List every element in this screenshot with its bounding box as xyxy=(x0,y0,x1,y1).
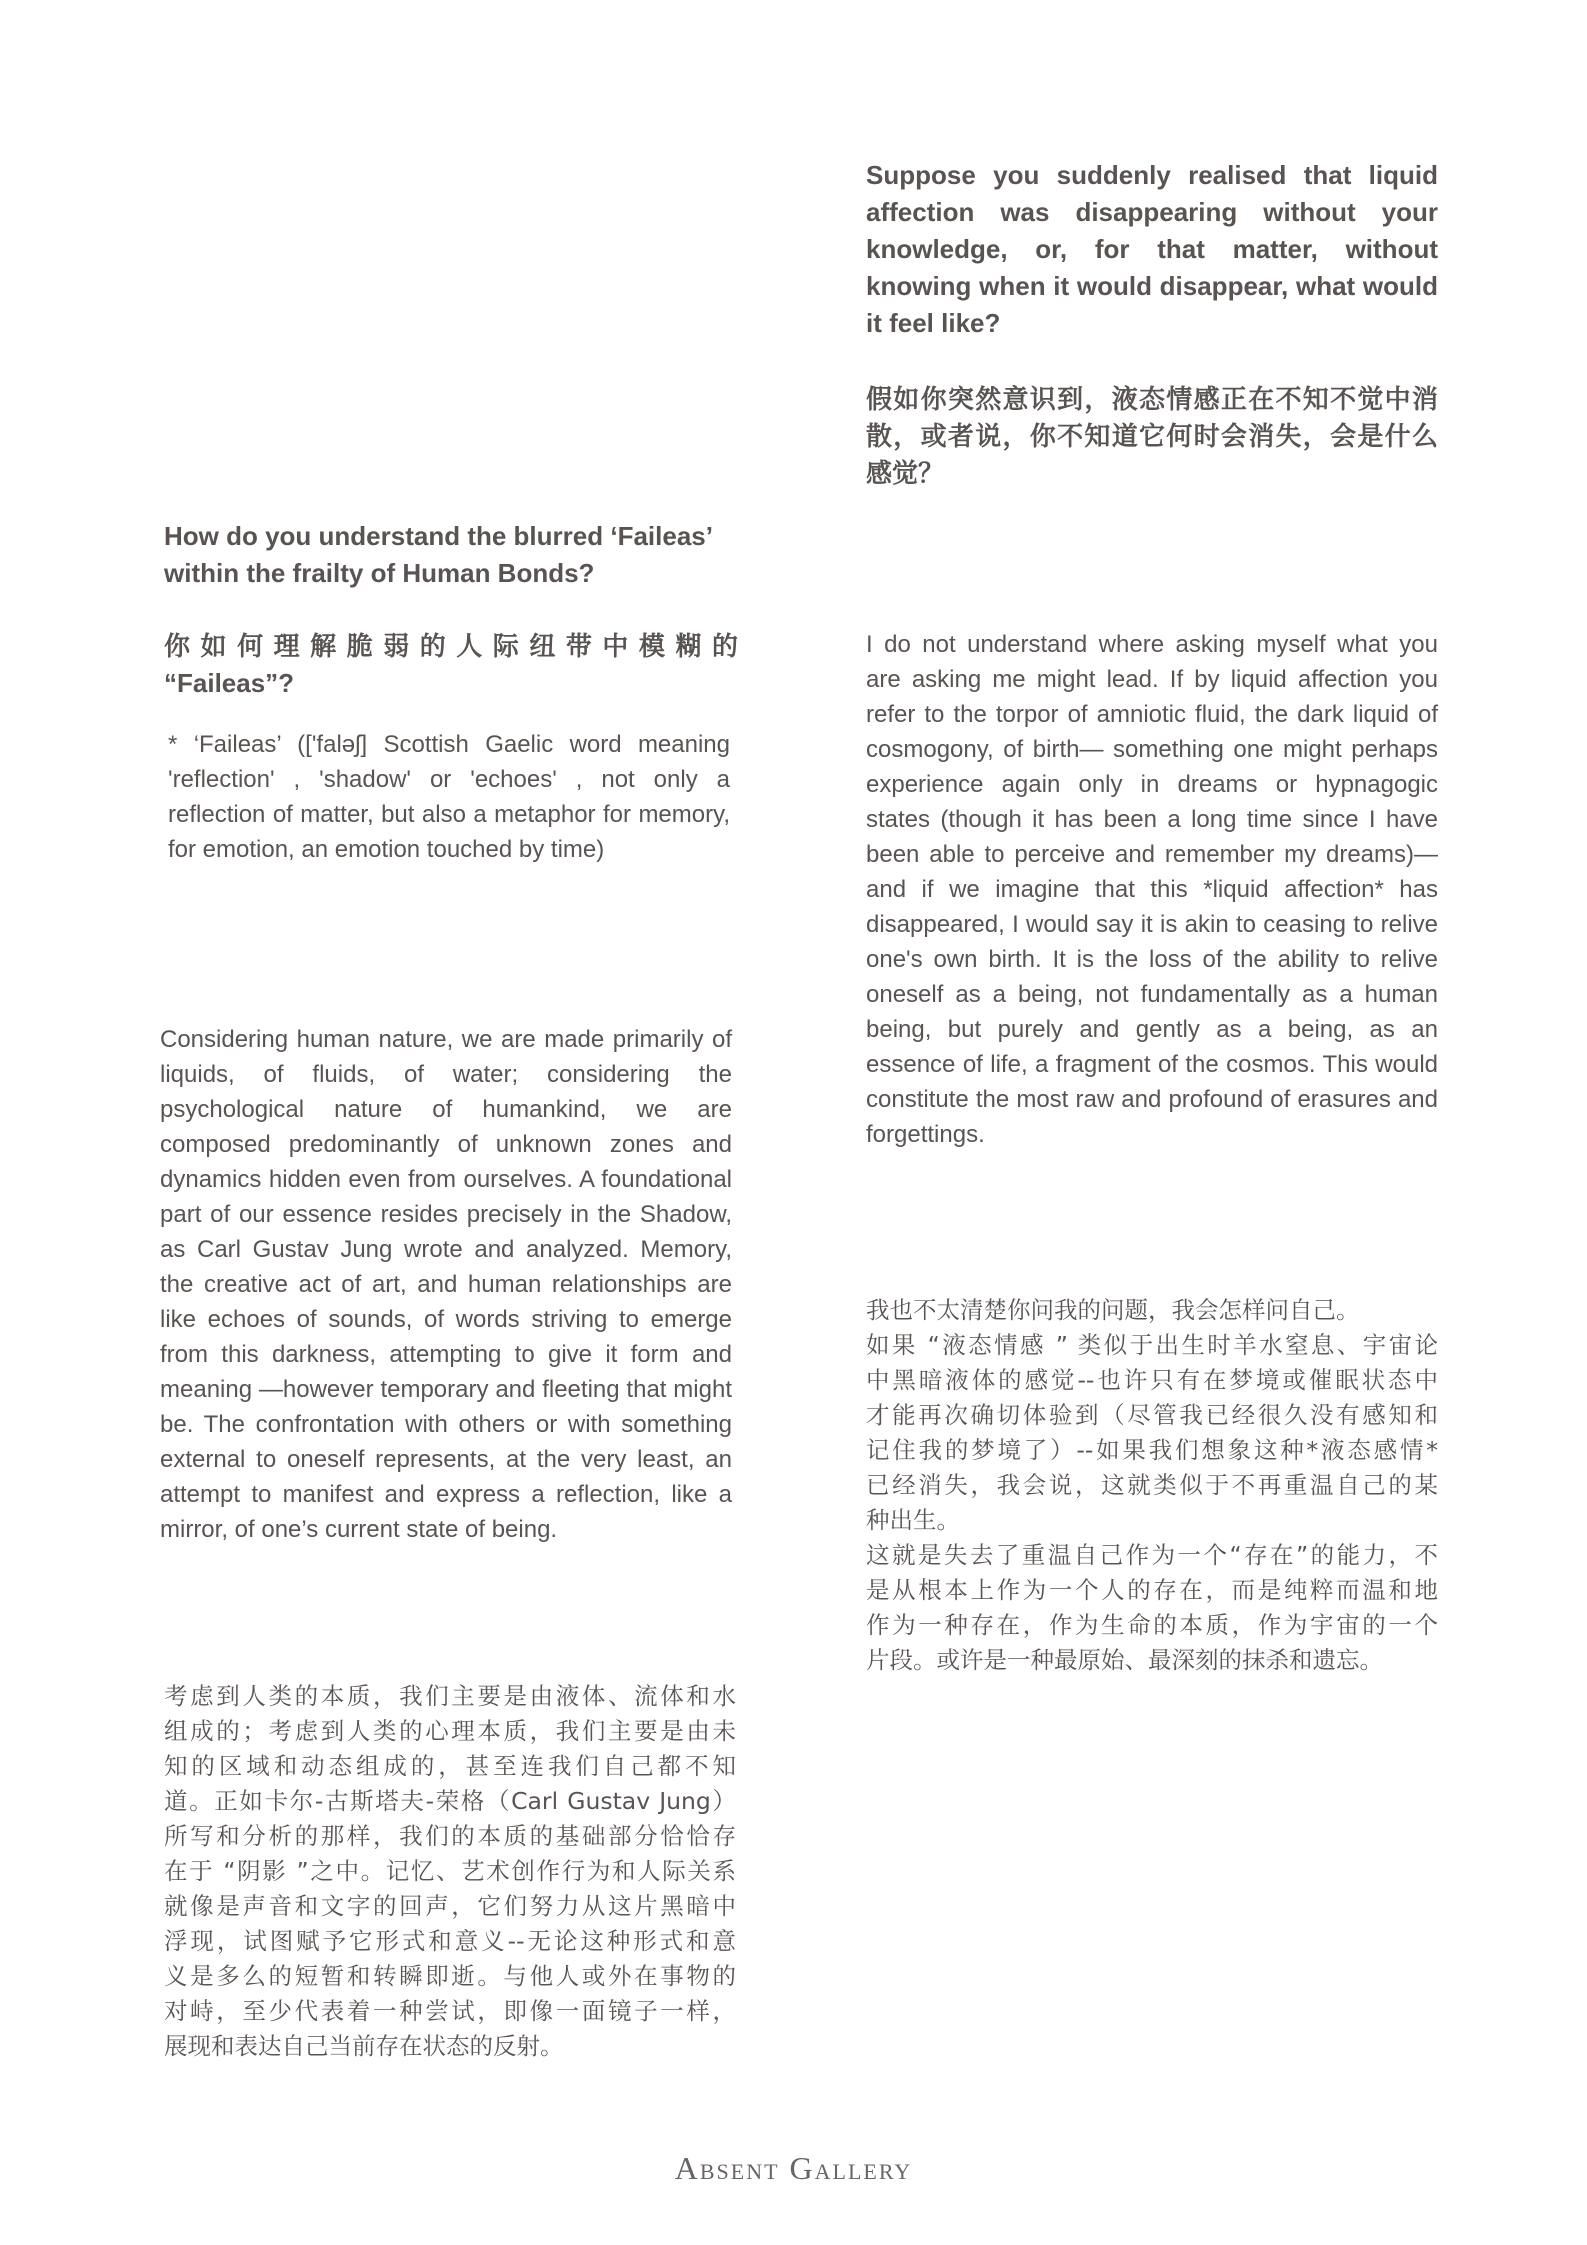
right-question-zh-line: 感觉？ xyxy=(866,458,945,488)
left-answer-zh-line: 在于 “阴影 ”之中。记忆、艺术创作行为和人际关系 xyxy=(164,1857,736,1885)
right-answer-zh-line: 才能再次确切体验到（尽管我已经很久没有感知和 xyxy=(866,1401,1438,1429)
right-answer-zh xyxy=(866,1293,1438,1678)
footer-brand: Absent Gallery xyxy=(674,2150,913,2186)
left-question-zh-line: 你如何理解脆弱的人际纽带中模糊的 xyxy=(164,631,738,661)
left-answer-zh-line: 考虑到人类的本质，我们主要是由液体、流体和水 xyxy=(164,1682,736,1710)
left-answer-zh-line: 就像是声音和文字的回声，它们努力从这片黑暗中 xyxy=(164,1892,736,1920)
right-question-zh xyxy=(866,381,1438,492)
right-answer-en: I do not understand where asking myself what you are asking me might lead. If by liquid affection you refer to the torpor of amniotic fluid, the dark liquid of cosmogony, of birth— something one might perhaps experience again only in dreams or hypnagogic states (though it has been a long time since I have been able to perceive and remember my dreams)—and if we imagine that this *liquid affection* has disappeared, I would say it is akin to ceasing to relive one's own birth. It is the loss of the ability to relive oneself as a being, not fundamentally as a human being, but purely and gently as a being, as an essence of life, a fragment of the cosmos. This would constitute the most raw and profound of erasures and forgettings. xyxy=(866,631,1438,1148)
left-answer-zh-line: 组成的；考虑到人类的心理本质，我们主要是由未 xyxy=(164,1717,736,1745)
right-answer-zh-line: 是从根本上作为一个人的存在，而是纯粹而温和地 xyxy=(866,1576,1438,1604)
left-answer-zh-line: 知的区域和动态组成的，甚至连我们自己都不知 xyxy=(164,1752,736,1780)
left-question-en: How do you understand the blurred ‘Faileas’ within the frailty of Human Bonds? xyxy=(164,521,712,588)
right-answer-zh-line: 我也不太清楚你问我的问题，我会怎样问自己。 xyxy=(866,1296,1360,1324)
right-answer-zh-line: 已经消失，我会说，这就类似于不再重温自己的某 xyxy=(866,1471,1438,1499)
faileas-footnote: * ‘Faileas’ (['faləʃ] Scottish Gaelic word meaning 'reflection' , 'shadow' or 'echoes' , not only a reflection of matter, but also a metaphor for memory, for emotion, an emotion touched by time) xyxy=(168,731,730,863)
left-answer-en: Considering human nature, we are made primarily of liquids, of fluids, of water; considering the psychological nature of humankind, we are composed predominantly of unknown zones and dynamics hidden even from ourselves. A foundational part of our essence resides precisely in the Shadow, as Carl Gustav Jung wrote and analyzed. Memory, the creative act of art, and human relationships are like echoes of sounds, of words striving to emerge from this darkness, attempting to give it form and meaning —however temporary and fleeting that might be. The confrontation with others or with something external to oneself represents, at the very least, an attempt to manifest and express a reflection, like a mirror, of one’s current state of being. xyxy=(160,1026,732,1543)
right-answer-zh-line: 种出生。 xyxy=(866,1506,960,1534)
left-answer-zh-line: 道。正如卡尔-古斯塔夫-荣格（Carl Gustav Jung） xyxy=(164,1787,736,1815)
left-answer-zh-line: 展现和表达自己当前存在状态的反射。 xyxy=(164,2032,564,2060)
right-question-zh-line: 假如你突然意识到，液态情感正在不知不觉中消 xyxy=(866,384,1438,414)
right-answer-zh-line: 记住我的梦境了）--如果我们想象这种*液态感情* xyxy=(866,1436,1438,1464)
right-question-en: Suppose you suddenly realised that liquid affection was disappearing without your knowledge, or, for that matter, without knowing when it would disappear, what would it feel like? xyxy=(866,160,1438,338)
left-answer-zh-line: 对峙，至少代表着一种尝试，即像一面镜子一样， xyxy=(164,1997,736,2025)
left-answer-zh-line: 浮现，试图赋予它形式和意义--无论这种形式和意 xyxy=(164,1927,736,1955)
right-question-zh-line: 散，或者说，你不知道它何时会消失，会是什么 xyxy=(866,421,1438,451)
left-answer-zh xyxy=(164,1679,736,2064)
left-answer-zh-line: 义是多么的短暂和转瞬即逝。与他人或外在事物的 xyxy=(164,1962,736,1990)
right-answer-zh-line: 片段。或许是一种最原始、最深刻的抹杀和遗忘。 xyxy=(866,1646,1383,1674)
right-answer-zh-line: 中黑暗液体的感觉--也许只有在梦境或催眠状态中 xyxy=(866,1366,1438,1394)
left-question-zh xyxy=(164,628,738,702)
right-answer-zh-line: 这就是失去了重温自己作为一个“存在”的能力，不 xyxy=(866,1541,1438,1569)
right-answer-zh-line: 如果 “液态情感 ” 类似于出生时羊水窒息、宇宙论 xyxy=(866,1331,1438,1359)
left-question-zh-line: “Faileas”? xyxy=(164,668,295,698)
right-answer-zh-line: 作为一种存在，作为生命的本质，作为宇宙的一个 xyxy=(866,1611,1438,1639)
left-answer-zh-line: 所写和分析的那样，我们的本质的基础部分恰恰存 xyxy=(164,1822,736,1850)
